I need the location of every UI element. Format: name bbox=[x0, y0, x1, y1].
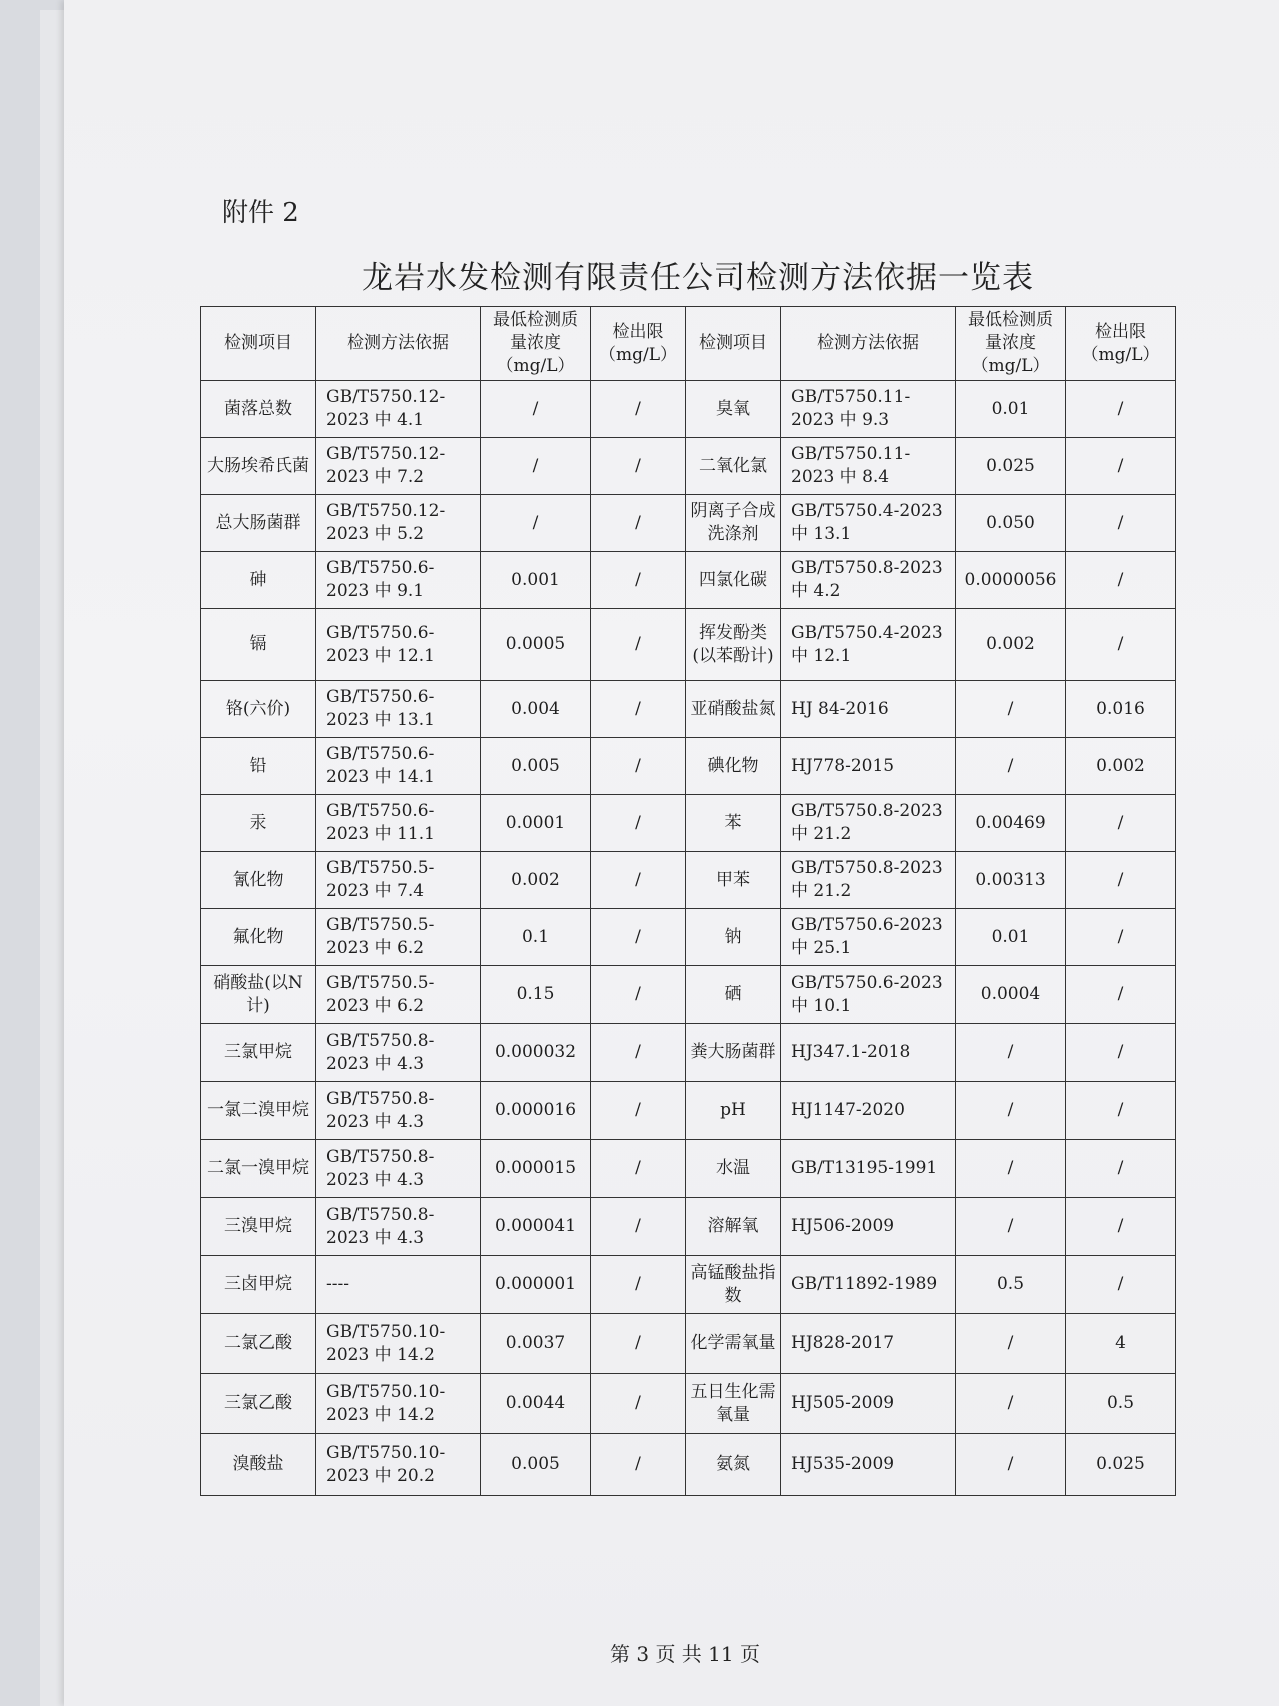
item-cell: 铅 bbox=[201, 738, 316, 795]
detection-limit-cell: / bbox=[591, 1434, 686, 1496]
item-cell: 臭氧 bbox=[686, 381, 781, 438]
detection-limit-cell: / bbox=[1066, 852, 1176, 909]
detection-limit-cell: / bbox=[1066, 381, 1176, 438]
item-cell: 溴酸盐 bbox=[201, 1434, 316, 1496]
methods-table bbox=[200, 306, 1176, 1496]
method-cell: GB/T5750.11-2023 中 9.3 bbox=[781, 381, 956, 438]
method-cell: GB/T5750.6-2023 中 25.1 bbox=[781, 909, 956, 966]
table-row bbox=[201, 495, 1176, 552]
detection-limit-cell: / bbox=[1066, 1198, 1176, 1256]
table-row bbox=[201, 795, 1176, 852]
min-concentration-cell: / bbox=[956, 1024, 1066, 1082]
method-cell: GB/T5750.8-2023 中 4.2 bbox=[781, 552, 956, 609]
header-item: 检测项目 bbox=[201, 307, 316, 381]
table-row bbox=[201, 1374, 1176, 1434]
min-concentration-cell: / bbox=[956, 738, 1066, 795]
detection-limit-cell: / bbox=[591, 438, 686, 495]
detection-limit-cell: / bbox=[1066, 1256, 1176, 1314]
min-concentration-cell: 0.000001 bbox=[481, 1256, 591, 1314]
method-cell: GB/T5750.4-2023 中 12.1 bbox=[781, 609, 956, 681]
method-cell: GB/T5750.11-2023 中 8.4 bbox=[781, 438, 956, 495]
min-concentration-cell: 0.050 bbox=[956, 495, 1066, 552]
detection-limit-cell: / bbox=[1066, 909, 1176, 966]
table-row bbox=[201, 1314, 1176, 1374]
detection-limit-cell: / bbox=[591, 795, 686, 852]
item-cell: 钠 bbox=[686, 909, 781, 966]
detection-limit-cell: / bbox=[1066, 966, 1176, 1024]
method-cell: GB/T5750.10-2023 中 14.2 bbox=[316, 1374, 481, 1434]
item-cell: 硒 bbox=[686, 966, 781, 1024]
detection-limit-cell: / bbox=[591, 552, 686, 609]
item-cell: 二氯乙酸 bbox=[201, 1314, 316, 1374]
detection-limit-cell: / bbox=[591, 1374, 686, 1434]
page-number-footer: 第 3 页 共 11 页 bbox=[610, 1642, 760, 1666]
header-min-concentration: 最低检测质量浓度（mg/L） bbox=[956, 307, 1066, 381]
item-cell: 挥发酚类(以苯酚计) bbox=[686, 609, 781, 681]
table-row bbox=[201, 1082, 1176, 1140]
detection-limit-cell: / bbox=[591, 681, 686, 738]
detection-limit-cell: / bbox=[1066, 1024, 1176, 1082]
item-cell: 镉 bbox=[201, 609, 316, 681]
table-row bbox=[201, 438, 1176, 495]
detection-limit-cell: / bbox=[591, 1024, 686, 1082]
method-cell: GB/T5750.6-2023 中 10.1 bbox=[781, 966, 956, 1024]
detection-limit-cell: 0.025 bbox=[1066, 1434, 1176, 1496]
item-cell: 总大肠菌群 bbox=[201, 495, 316, 552]
min-concentration-cell: 0.00313 bbox=[956, 852, 1066, 909]
table-row bbox=[201, 852, 1176, 909]
method-cell: GB/T5750.5-2023 中 6.2 bbox=[316, 966, 481, 1024]
min-concentration-cell: 0.000016 bbox=[481, 1082, 591, 1140]
item-cell: 粪大肠菌群 bbox=[686, 1024, 781, 1082]
method-cell: HJ778-2015 bbox=[781, 738, 956, 795]
item-cell: 二氧化氯 bbox=[686, 438, 781, 495]
page-title: 龙岩水发检测有限责任公司检测方法依据一览表 bbox=[362, 260, 1034, 296]
method-cell: GB/T5750.8-2023 中 21.2 bbox=[781, 852, 956, 909]
item-cell: 三氯甲烷 bbox=[201, 1024, 316, 1082]
item-cell: 二氯一溴甲烷 bbox=[201, 1140, 316, 1198]
min-concentration-cell: / bbox=[481, 438, 591, 495]
min-concentration-cell: 0.000032 bbox=[481, 1024, 591, 1082]
method-cell: GB/T5750.4-2023 中 13.1 bbox=[781, 495, 956, 552]
method-cell: GB/T5750.10-2023 中 20.2 bbox=[316, 1434, 481, 1496]
method-cell: HJ535-2009 bbox=[781, 1434, 956, 1496]
min-concentration-cell: 0.00469 bbox=[956, 795, 1066, 852]
min-concentration-cell: 0.5 bbox=[956, 1256, 1066, 1314]
method-cell: HJ506-2009 bbox=[781, 1198, 956, 1256]
detection-limit-cell: 0.016 bbox=[1066, 681, 1176, 738]
min-concentration-cell: / bbox=[956, 1140, 1066, 1198]
min-concentration-cell: / bbox=[956, 1374, 1066, 1434]
item-cell: pH bbox=[686, 1082, 781, 1140]
item-cell: 三卤甲烷 bbox=[201, 1256, 316, 1314]
item-cell: 铬(六价) bbox=[201, 681, 316, 738]
min-concentration-cell: / bbox=[481, 381, 591, 438]
header-detection-limit: 检出限（mg/L） bbox=[591, 307, 686, 381]
method-cell: GB/T5750.8-2023 中 21.2 bbox=[781, 795, 956, 852]
min-concentration-cell: / bbox=[956, 1434, 1066, 1496]
min-concentration-cell: 0.025 bbox=[956, 438, 1066, 495]
detection-limit-cell: / bbox=[591, 1314, 686, 1374]
method-cell: HJ 84-2016 bbox=[781, 681, 956, 738]
detection-limit-cell: 0.002 bbox=[1066, 738, 1176, 795]
item-cell: 阴离子合成洗涤剂 bbox=[686, 495, 781, 552]
item-cell: 三氯乙酸 bbox=[201, 1374, 316, 1434]
detection-limit-cell: / bbox=[591, 738, 686, 795]
method-cell: GB/T5750.6-2023 中 11.1 bbox=[316, 795, 481, 852]
item-cell: 化学需氧量 bbox=[686, 1314, 781, 1374]
detection-limit-cell: / bbox=[591, 1256, 686, 1314]
table-row bbox=[201, 738, 1176, 795]
header-method: 检测方法依据 bbox=[781, 307, 956, 381]
method-cell: GB/T13195-1991 bbox=[781, 1140, 956, 1198]
table-row bbox=[201, 909, 1176, 966]
min-concentration-cell: 0.0037 bbox=[481, 1314, 591, 1374]
table-row bbox=[201, 966, 1176, 1024]
min-concentration-cell: 0.01 bbox=[956, 909, 1066, 966]
method-cell: HJ505-2009 bbox=[781, 1374, 956, 1434]
method-cell: GB/T5750.12-2023 中 5.2 bbox=[316, 495, 481, 552]
min-concentration-cell: / bbox=[481, 495, 591, 552]
method-cell: GB/T5750.10-2023 中 14.2 bbox=[316, 1314, 481, 1374]
detection-limit-cell: / bbox=[591, 1082, 686, 1140]
table-row bbox=[201, 1198, 1176, 1256]
table-row bbox=[201, 381, 1176, 438]
table-header-row bbox=[201, 307, 1176, 381]
min-concentration-cell: 0.15 bbox=[481, 966, 591, 1024]
method-cell: GB/T5750.6-2023 中 13.1 bbox=[316, 681, 481, 738]
item-cell: 三溴甲烷 bbox=[201, 1198, 316, 1256]
min-concentration-cell: 0.0044 bbox=[481, 1374, 591, 1434]
min-concentration-cell: 0.0005 bbox=[481, 609, 591, 681]
item-cell: 五日生化需氧量 bbox=[686, 1374, 781, 1434]
detection-limit-cell: / bbox=[591, 381, 686, 438]
min-concentration-cell: 0.004 bbox=[481, 681, 591, 738]
min-concentration-cell: 0.01 bbox=[956, 381, 1066, 438]
method-cell: GB/T5750.6-2023 中 12.1 bbox=[316, 609, 481, 681]
min-concentration-cell: 0.005 bbox=[481, 738, 591, 795]
method-cell: GB/T5750.6-2023 中 9.1 bbox=[316, 552, 481, 609]
item-cell: 氟化物 bbox=[201, 909, 316, 966]
item-cell: 砷 bbox=[201, 552, 316, 609]
detection-limit-cell: / bbox=[1066, 1082, 1176, 1140]
detection-limit-cell: / bbox=[591, 966, 686, 1024]
attachment-label: 附件 2 bbox=[222, 198, 299, 228]
min-concentration-cell: / bbox=[956, 1314, 1066, 1374]
detection-limit-cell: 4 bbox=[1066, 1314, 1176, 1374]
method-cell: GB/T5750.12-2023 中 4.1 bbox=[316, 381, 481, 438]
table-row bbox=[201, 681, 1176, 738]
item-cell: 苯 bbox=[686, 795, 781, 852]
method-cell: HJ347.1-2018 bbox=[781, 1024, 956, 1082]
detection-limit-cell: / bbox=[591, 609, 686, 681]
item-cell: 碘化物 bbox=[686, 738, 781, 795]
detection-limit-cell: / bbox=[1066, 1140, 1176, 1198]
min-concentration-cell: 0.0004 bbox=[956, 966, 1066, 1024]
detection-limit-cell: / bbox=[591, 909, 686, 966]
item-cell: 氰化物 bbox=[201, 852, 316, 909]
method-cell: GB/T5750.8-2023 中 4.3 bbox=[316, 1140, 481, 1198]
item-cell: 大肠埃希氏菌 bbox=[201, 438, 316, 495]
detection-limit-cell: / bbox=[1066, 795, 1176, 852]
method-cell: GB/T5750.8-2023 中 4.3 bbox=[316, 1082, 481, 1140]
item-cell: 水温 bbox=[686, 1140, 781, 1198]
detection-limit-cell: / bbox=[591, 1198, 686, 1256]
item-cell: 高锰酸盐指数 bbox=[686, 1256, 781, 1314]
detection-limit-cell: 0.5 bbox=[1066, 1374, 1176, 1434]
min-concentration-cell: 0.1 bbox=[481, 909, 591, 966]
min-concentration-cell: 0.0000056 bbox=[956, 552, 1066, 609]
min-concentration-cell: / bbox=[956, 1082, 1066, 1140]
method-cell: GB/T5750.8-2023 中 4.3 bbox=[316, 1024, 481, 1082]
min-concentration-cell: 0.0001 bbox=[481, 795, 591, 852]
detection-limit-cell: / bbox=[591, 1140, 686, 1198]
header-method: 检测方法依据 bbox=[316, 307, 481, 381]
item-cell: 硝酸盐(以N计) bbox=[201, 966, 316, 1024]
item-cell: 亚硝酸盐氮 bbox=[686, 681, 781, 738]
item-cell: 菌落总数 bbox=[201, 381, 316, 438]
method-cell: GB/T5750.5-2023 中 7.4 bbox=[316, 852, 481, 909]
header-detection-limit: 检出限（mg/L） bbox=[1066, 307, 1176, 381]
min-concentration-cell: 0.005 bbox=[481, 1434, 591, 1496]
method-cell: HJ828-2017 bbox=[781, 1314, 956, 1374]
table-row bbox=[201, 552, 1176, 609]
method-cell: ---- bbox=[316, 1256, 481, 1314]
method-cell: GB/T5750.12-2023 中 7.2 bbox=[316, 438, 481, 495]
min-concentration-cell: / bbox=[956, 681, 1066, 738]
table-row bbox=[201, 1024, 1176, 1082]
detection-limit-cell: / bbox=[591, 852, 686, 909]
item-cell: 氨氮 bbox=[686, 1434, 781, 1496]
item-cell: 四氯化碳 bbox=[686, 552, 781, 609]
table-row bbox=[201, 1140, 1176, 1198]
table-row bbox=[201, 1256, 1176, 1314]
item-cell: 溶解氧 bbox=[686, 1198, 781, 1256]
item-cell: 甲苯 bbox=[686, 852, 781, 909]
method-cell: GB/T5750.6-2023 中 14.1 bbox=[316, 738, 481, 795]
item-cell: 一氯二溴甲烷 bbox=[201, 1082, 316, 1140]
header-item: 检测项目 bbox=[686, 307, 781, 381]
detection-limit-cell: / bbox=[1066, 609, 1176, 681]
method-cell: GB/T5750.5-2023 中 6.2 bbox=[316, 909, 481, 966]
method-cell: GB/T5750.8-2023 中 4.3 bbox=[316, 1198, 481, 1256]
min-concentration-cell: 0.000015 bbox=[481, 1140, 591, 1198]
detection-limit-cell: / bbox=[591, 495, 686, 552]
min-concentration-cell: 0.001 bbox=[481, 552, 591, 609]
min-concentration-cell: 0.002 bbox=[956, 609, 1066, 681]
detection-limit-cell: / bbox=[1066, 438, 1176, 495]
method-cell: GB/T11892-1989 bbox=[781, 1256, 956, 1314]
item-cell: 汞 bbox=[201, 795, 316, 852]
min-concentration-cell: 0.002 bbox=[481, 852, 591, 909]
min-concentration-cell: 0.000041 bbox=[481, 1198, 591, 1256]
detection-limit-cell: / bbox=[1066, 552, 1176, 609]
header-min-concentration: 最低检测质量浓度（mg/L） bbox=[481, 307, 591, 381]
table-row bbox=[201, 609, 1176, 681]
method-cell: HJ1147-2020 bbox=[781, 1082, 956, 1140]
table-row bbox=[201, 1434, 1176, 1496]
detection-limit-cell: / bbox=[1066, 495, 1176, 552]
min-concentration-cell: / bbox=[956, 1198, 1066, 1256]
